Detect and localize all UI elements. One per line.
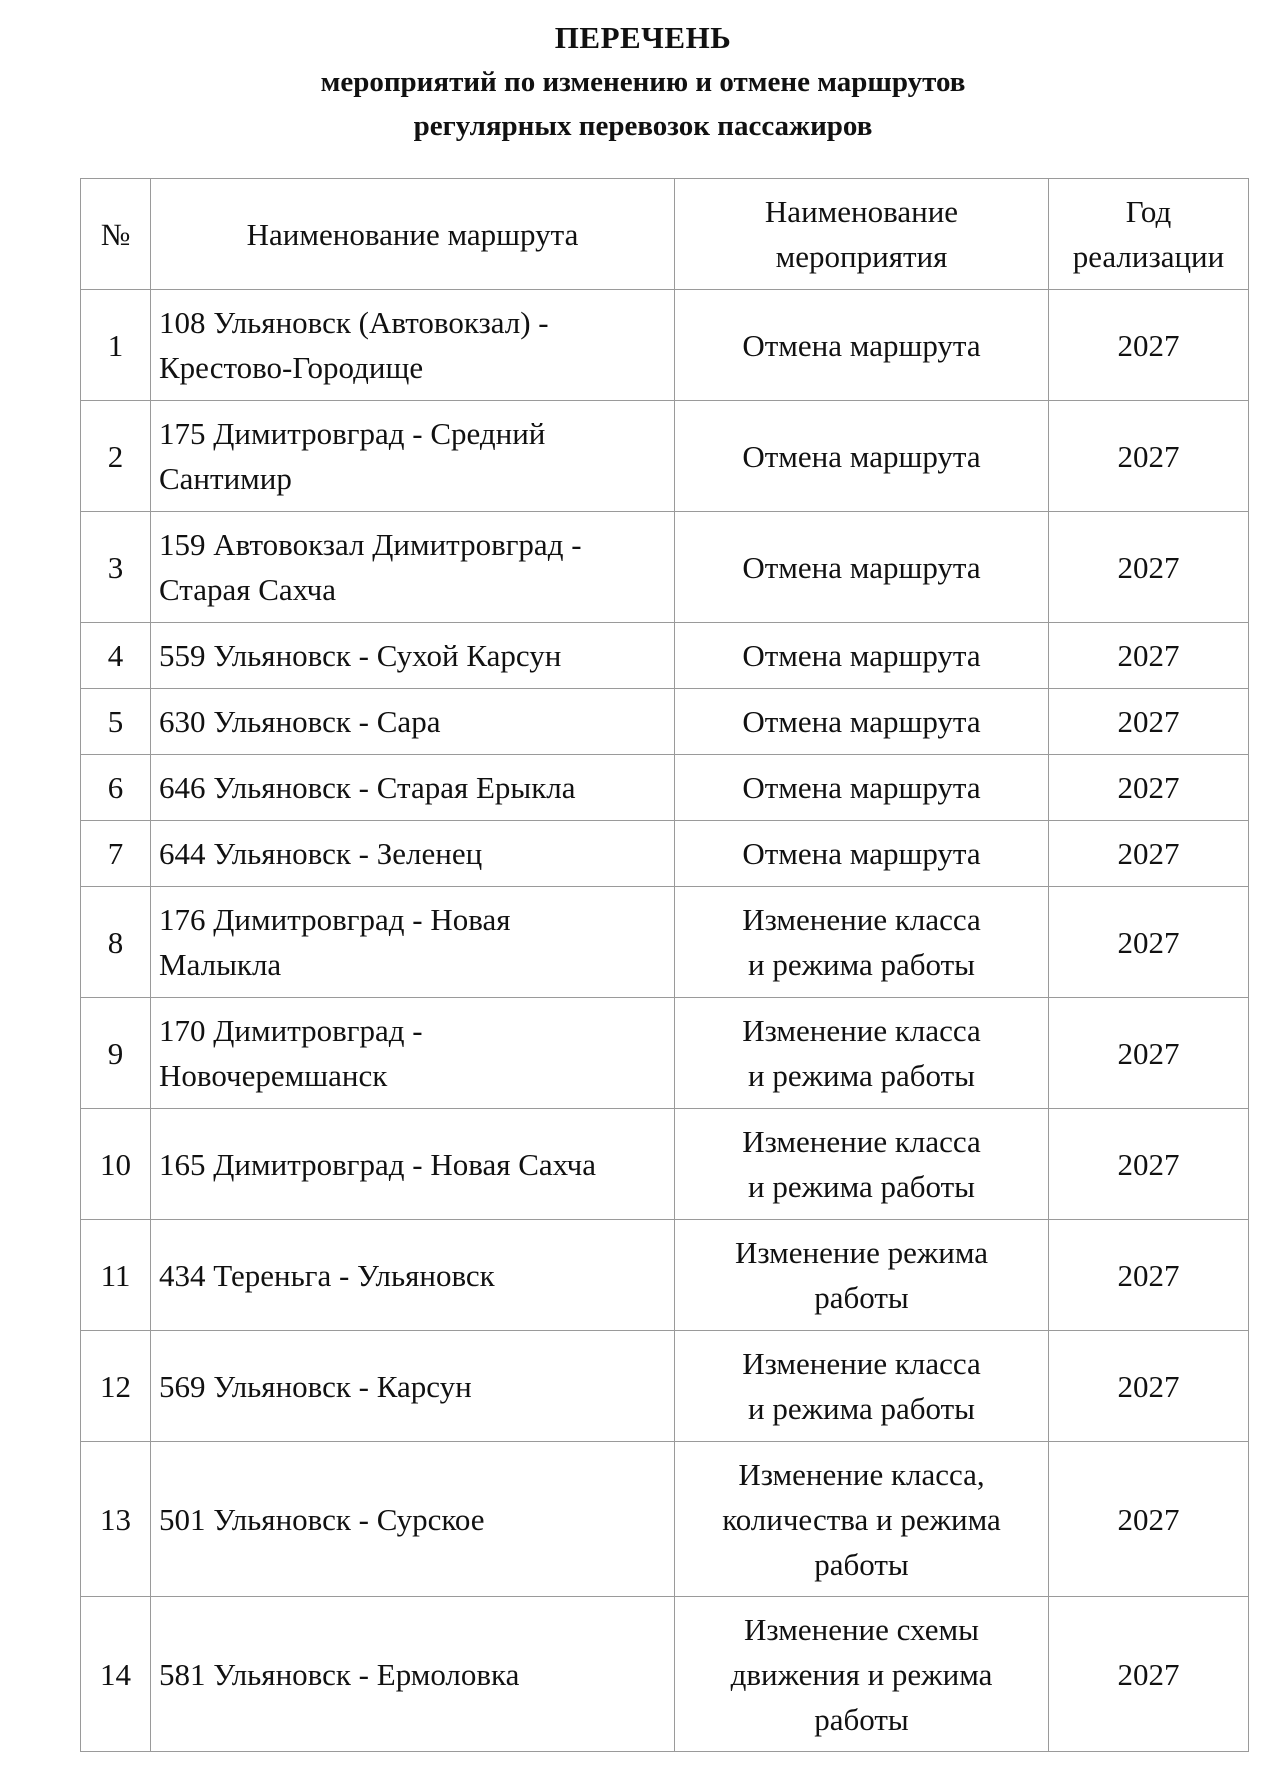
row-year: 2027 <box>1049 290 1249 401</box>
row-num: 2 <box>81 401 151 512</box>
row-route: 581 Ульяновск - Ермоловка <box>151 1597 675 1752</box>
document-subtitle-line1: мероприятий по изменению и отмене маршрутов <box>320 66 966 98</box>
row-route: 434 Тереньга - Ульяновск <box>151 1220 675 1331</box>
row-year: 2027 <box>1049 821 1249 887</box>
row-event: Изменение класса и режима работы <box>675 887 1049 998</box>
row-event: Отмена маршрута <box>675 401 1049 512</box>
row-event: Отмена маршрута <box>675 689 1049 755</box>
row-route: 170 Димитровград - Новочеремшанск <box>151 998 675 1109</box>
row-year: 2027 <box>1049 623 1249 689</box>
row-year: 2027 <box>1049 1442 1249 1597</box>
row-route: 559 Ульяновск - Сухой Карсун <box>151 623 675 689</box>
row-num: 8 <box>81 887 151 998</box>
row-num: 13 <box>81 1442 151 1597</box>
row-num: 14 <box>81 1597 151 1752</box>
row-num: 10 <box>81 1109 151 1220</box>
row-event: Изменение класса и режима работы <box>675 1331 1049 1442</box>
table-row <box>81 689 1249 755</box>
document-subtitle-line2: регулярных перевозок пассажиров <box>413 110 873 142</box>
header-route: Наименование маршрута <box>151 179 675 290</box>
row-route: 644 Ульяновск - Зеленец <box>151 821 675 887</box>
row-year: 2027 <box>1049 755 1249 821</box>
row-event: Изменение класса, количества и режима работы <box>675 1442 1049 1597</box>
row-route: 159 Автовокзал Димитровград - Старая Сахча <box>151 512 675 623</box>
row-year: 2027 <box>1049 401 1249 512</box>
row-num: 3 <box>81 512 151 623</box>
row-num: 4 <box>81 623 151 689</box>
row-route: 501 Ульяновск - Сурское <box>151 1442 675 1597</box>
row-num: 6 <box>81 755 151 821</box>
table-row <box>81 998 1249 1109</box>
table-row <box>81 623 1249 689</box>
row-num: 11 <box>81 1220 151 1331</box>
row-year: 2027 <box>1049 887 1249 998</box>
row-event: Изменение режима работы <box>675 1220 1049 1331</box>
row-route: 176 Димитровград - Новая Малыкла <box>151 887 675 998</box>
row-event: Изменение схемы движения и режима работы <box>675 1597 1049 1752</box>
row-event: Изменение класса и режима работы <box>675 1109 1049 1220</box>
row-route: 108 Ульяновск (Автовокзал) - Крестово-Городище <box>151 290 675 401</box>
row-event: Изменение класса и режима работы <box>675 998 1049 1109</box>
table-body <box>81 290 1249 1752</box>
row-event: Отмена маршрута <box>675 623 1049 689</box>
table-row <box>81 512 1249 623</box>
table-row <box>81 755 1249 821</box>
row-year: 2027 <box>1049 689 1249 755</box>
table-row <box>81 401 1249 512</box>
table-row <box>81 290 1249 401</box>
table-row <box>81 1109 1249 1220</box>
row-event: Отмена маршрута <box>675 290 1049 401</box>
row-year: 2027 <box>1049 1597 1249 1752</box>
row-year: 2027 <box>1049 1331 1249 1442</box>
row-num: 5 <box>81 689 151 755</box>
header-num: № <box>81 179 151 290</box>
row-event: Отмена маршрута <box>675 821 1049 887</box>
routes-table <box>80 178 1249 1752</box>
header-year: Год реализации <box>1049 179 1249 290</box>
row-route: 630 Ульяновск - Сара <box>151 689 675 755</box>
row-route: 175 Димитровград - Средний Сантимир <box>151 401 675 512</box>
row-event: Отмена маршрута <box>675 755 1049 821</box>
table-row <box>81 821 1249 887</box>
row-event: Отмена маршрута <box>675 512 1049 623</box>
row-route: 165 Димитровград - Новая Сахча <box>151 1109 675 1220</box>
row-year: 2027 <box>1049 998 1249 1109</box>
table-header-row <box>81 179 1249 290</box>
table-row <box>81 1442 1249 1597</box>
header-event: Наименование мероприятия <box>675 179 1049 290</box>
row-route: 646 Ульяновск - Старая Ерыкла <box>151 755 675 821</box>
row-num: 12 <box>81 1331 151 1442</box>
table-row <box>81 1331 1249 1442</box>
row-year: 2027 <box>1049 512 1249 623</box>
row-year: 2027 <box>1049 1220 1249 1331</box>
row-num: 9 <box>81 998 151 1109</box>
document-title: ПЕРЕЧЕНЬ <box>554 20 732 55</box>
document-header <box>0 16 1286 148</box>
table-row <box>81 1220 1249 1331</box>
row-year: 2027 <box>1049 1109 1249 1220</box>
row-num: 1 <box>81 290 151 401</box>
row-route: 569 Ульяновск - Карсун <box>151 1331 675 1442</box>
row-num: 7 <box>81 821 151 887</box>
table-row <box>81 887 1249 998</box>
table-row <box>81 1597 1249 1752</box>
